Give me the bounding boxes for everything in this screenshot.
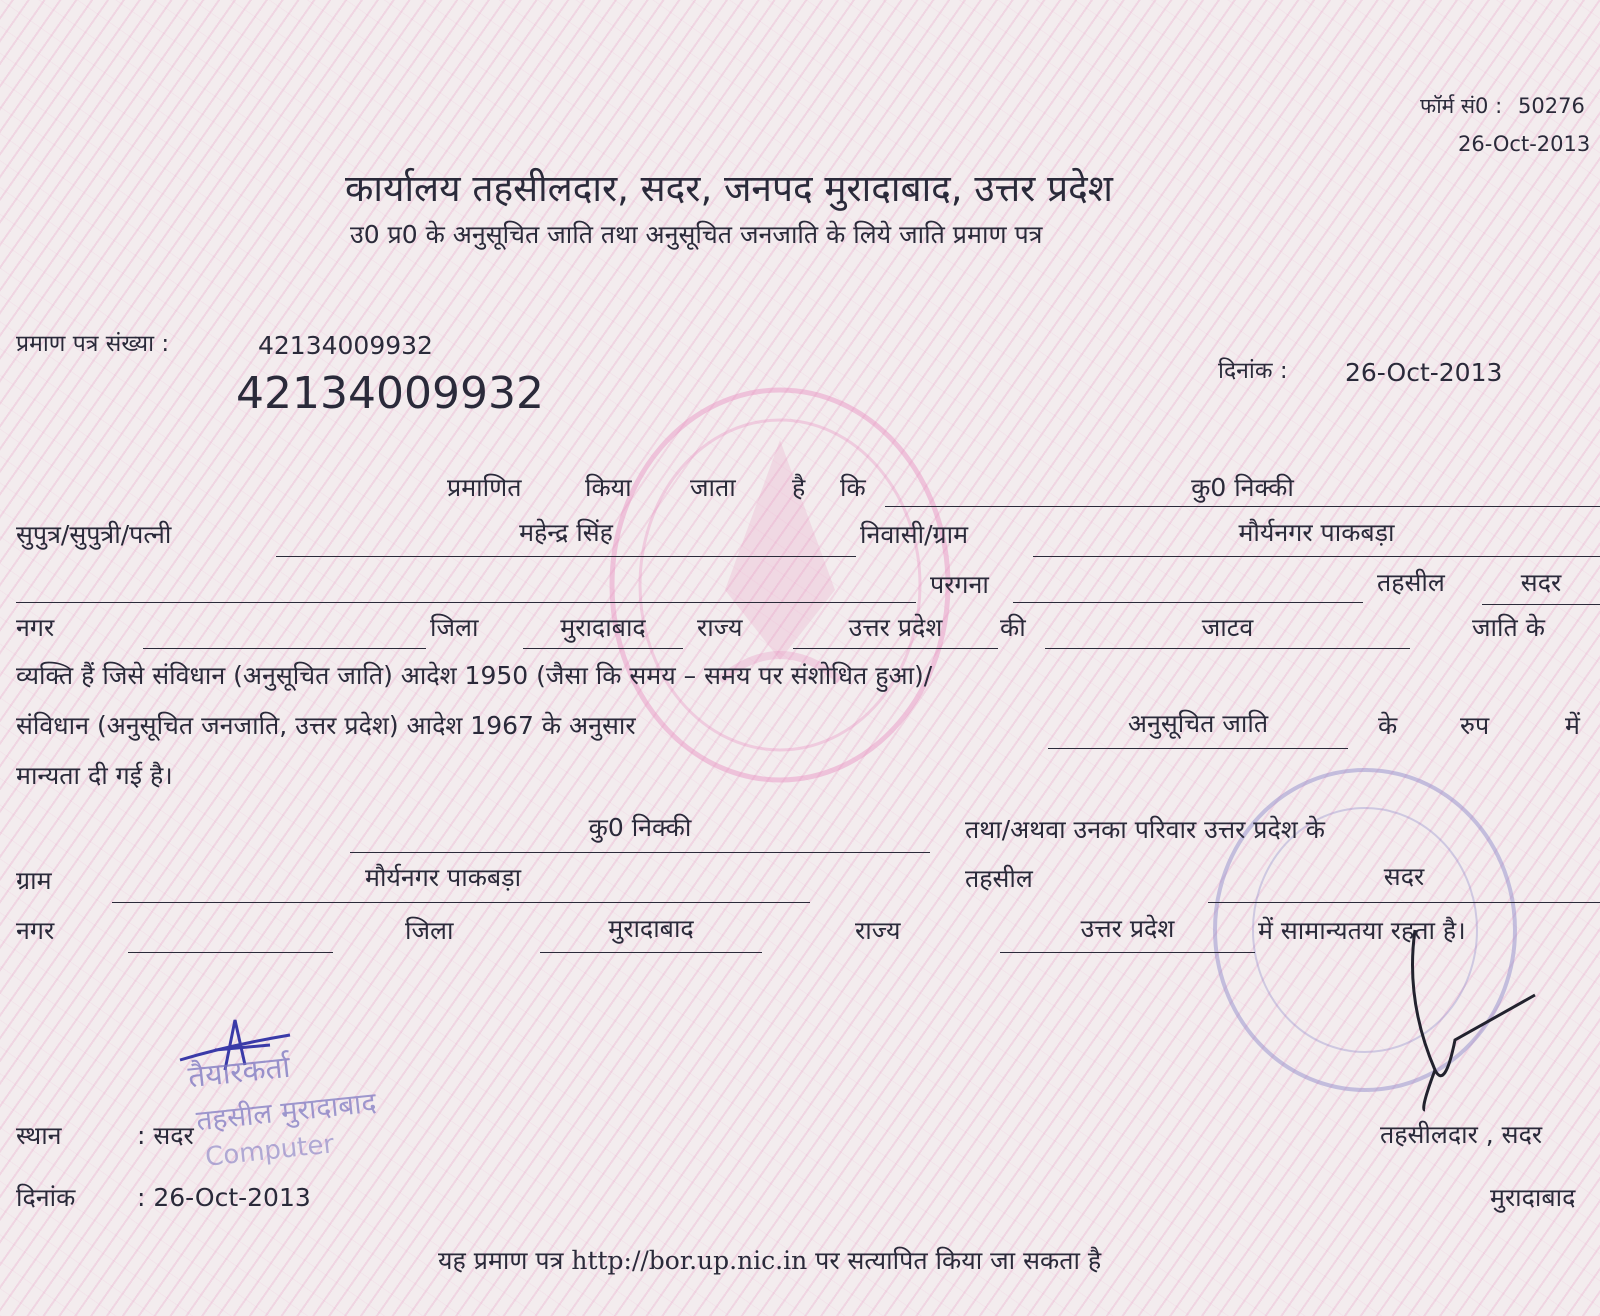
jati-ke-text: जाति के	[1472, 613, 1545, 642]
residence-nagar-label: नगर	[16, 916, 55, 945]
residence-village: मौर्यनगर पाकबड़ा	[365, 863, 522, 892]
father-name: महेन्द्र सिंह	[519, 518, 613, 547]
zila-label: जिला	[430, 613, 479, 642]
certificate-number-label: प्रमाण पत्र संख्या :	[16, 331, 170, 357]
ki-text: की	[1000, 613, 1026, 642]
state-line	[793, 648, 998, 649]
place-label: स्थान	[16, 1121, 62, 1150]
body-word-1: प्रमाणित	[447, 473, 522, 502]
stamp-line-1: तैयारकर्ता	[186, 1049, 292, 1096]
page-subtitle: उ0 प्र0 के अनुसूचित जाति तथा अनुसूचित जनजाति के लिये जाति प्रमाण पत्र	[350, 220, 1043, 249]
recognition-line: मान्यता दी गई है।	[16, 761, 173, 790]
certificate-number: 42134009932	[258, 331, 433, 360]
constitution-line-1: व्यक्ति हैं जिसे संविधान (अनुसूचित जाति) आदेश 1950 (जैसा कि समय – समय पर संशोधित हुआ)/	[16, 661, 933, 690]
blank-line	[16, 602, 916, 603]
form-number-label: फॉर्म सं0 :	[1420, 94, 1503, 118]
tehsil-label: तहसील	[1377, 568, 1445, 597]
residence-tehsil: सदर	[1383, 862, 1425, 891]
officer-place: मुरादाबाद	[1490, 1183, 1576, 1212]
mein-text: में	[1565, 711, 1580, 740]
seal-watermark-icon	[600, 380, 960, 790]
certificate-number-large: 42134009932	[236, 368, 544, 419]
residence-district-line	[540, 952, 762, 953]
applicant-name: कु0 निक्की	[1191, 473, 1294, 502]
father-name-line	[276, 556, 856, 557]
officer-title: तहसीलदार , सदर	[1380, 1120, 1543, 1149]
body-word-2: किया	[585, 473, 632, 502]
residence-zila-label: जिला	[405, 916, 454, 945]
rajya-label: राज्य	[697, 613, 743, 642]
residence-village-line	[112, 902, 810, 903]
caste-line	[1045, 648, 1410, 649]
tehsil-value: सदर	[1520, 568, 1562, 597]
body-word-5: कि	[840, 473, 866, 502]
gram-label: ग्राम	[16, 866, 52, 895]
pargana-line	[1013, 602, 1363, 603]
district-line	[523, 648, 683, 649]
footer-date-value: : 26-Oct-2013	[137, 1183, 311, 1212]
relation-label: सुपुत्र/सुपुत्री/पत्नी	[16, 520, 172, 549]
district-value: मुरादाबाद	[560, 613, 646, 642]
residence-name-line	[350, 852, 930, 853]
page-title: कार्यालय तहसीलदार, सदर, जनपद मुरादाबाद, उत्तर प्रदेश	[345, 167, 1113, 210]
nagar-label: नगर	[16, 613, 55, 642]
family-text: तथा/अथवा उनका परिवार उत्तर प्रदेश के	[965, 815, 1325, 844]
place-value: : सदर	[137, 1121, 194, 1150]
pargana-label: परगना	[930, 570, 989, 599]
rup-text: रुप	[1460, 711, 1490, 740]
residence-name: कु0 निक्की	[588, 813, 692, 842]
certificate-date-label: दिनांक :	[1218, 358, 1288, 384]
applicant-name-line	[885, 506, 1600, 507]
residence-rajya-label: राज्य	[855, 916, 901, 945]
residence-state: उत्तर प्रदेश	[1080, 914, 1175, 943]
residence-closing: में सामान्यतया रहता है।	[1258, 916, 1466, 945]
residence-district: मुरादाबाद	[608, 914, 694, 943]
category-line	[1048, 748, 1348, 749]
constitution-line-2: संविधान (अनुसूचित जनजाति, उत्तर प्रदेश) आदेश 1967 के अनुसार	[16, 711, 636, 740]
residence-tehsil-line	[1208, 902, 1600, 903]
category-value: अनुसूचित जाति	[1127, 709, 1269, 738]
village-name: मौर्यनगर पाकबड़ा	[1238, 518, 1395, 547]
certificate-date: 26-Oct-2013	[1345, 358, 1503, 387]
ke-text: के	[1378, 711, 1398, 740]
body-word-4: है	[792, 473, 806, 502]
form-number-value: 50276	[1518, 94, 1585, 118]
stamp-line-2: तहसील मुरादाबाद	[194, 1085, 378, 1138]
body-word-3: जाता	[690, 473, 736, 502]
residence-state-line	[1000, 952, 1255, 953]
village-line	[1033, 556, 1600, 557]
residence-nagar-line	[128, 952, 333, 953]
footer-date-label: दिनांक	[16, 1183, 76, 1212]
state-value: उत्तर प्रदेश	[848, 613, 943, 642]
residence-tehsil-label: तहसील	[965, 864, 1033, 893]
verification-note: यह प्रमाण पत्र http://bor.up.nic.in पर सत्यापित किया जा सकता है	[438, 1246, 1102, 1275]
signature-icon	[1395, 920, 1555, 1120]
tehsil-line	[1482, 604, 1600, 605]
form-date: 26-Oct-2013	[1458, 132, 1591, 156]
nagar-line	[143, 648, 426, 649]
residence-label: निवासी/ग्राम	[860, 520, 969, 549]
caste-value: जाटव	[1201, 613, 1254, 642]
stamp-line-3: Computer	[203, 1129, 336, 1173]
